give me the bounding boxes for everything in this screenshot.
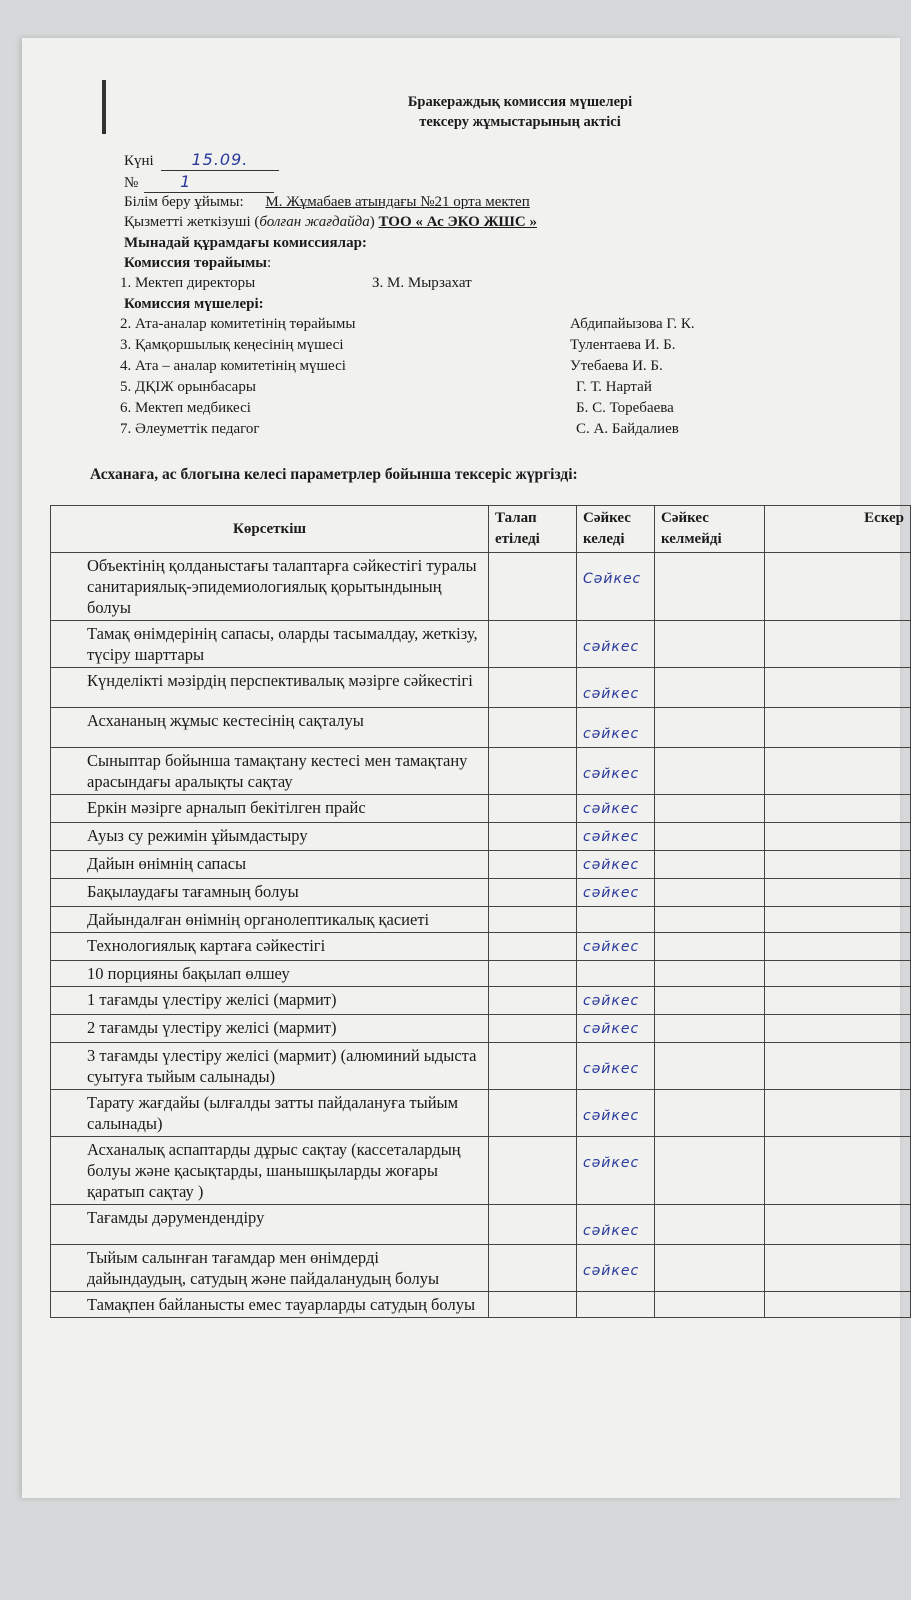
indicator-cell: Күнделікті мәзірдің перспективалық мәзірге сәйкестігі xyxy=(51,668,489,708)
handwritten-mark xyxy=(583,963,648,965)
indicator-cell: Ауыз су режимін ұйымдастыру xyxy=(51,823,489,851)
notes-cell xyxy=(765,1043,911,1090)
date-value: 15.09. xyxy=(191,150,249,169)
member-role: 5. ДҚІЖ орынбасары xyxy=(120,379,256,395)
match-cell xyxy=(577,1090,655,1137)
match-cell xyxy=(577,1043,655,1090)
member-name: Б. С. Торебаева xyxy=(576,400,674,416)
handwritten-mark: сәйкес xyxy=(583,766,640,782)
number-value: 1 xyxy=(180,172,192,191)
table-row xyxy=(51,553,911,621)
col-header-mismatch: Сәйкес келмейді xyxy=(655,506,765,553)
table-row xyxy=(51,1245,911,1292)
provider-label-italic: болған жағдайда xyxy=(259,214,370,230)
provider-row xyxy=(124,214,537,231)
required-cell xyxy=(489,879,577,907)
match-cell xyxy=(577,907,655,933)
notes-cell xyxy=(765,1090,911,1137)
mismatch-cell xyxy=(655,933,765,961)
indicator-cell: Тамақ өнімдерінің сапасы, оларды тасымалдау, жеткізу, түсіру шарттары xyxy=(51,621,489,668)
table-row xyxy=(51,748,911,795)
mismatch-cell xyxy=(655,748,765,795)
handwritten-mark: сәйкес xyxy=(583,801,640,817)
date-label: Күні xyxy=(124,153,154,169)
table-row xyxy=(51,668,911,708)
handwritten-mark: Сәйкес xyxy=(583,571,642,587)
handwritten-mark: сәйкес xyxy=(583,1155,640,1171)
handwritten-mark: сәйкес xyxy=(583,726,640,742)
required-cell xyxy=(489,961,577,987)
notes-cell xyxy=(765,1205,911,1245)
mismatch-cell xyxy=(655,1205,765,1245)
title-line-1: Бракераждық комиссия мүшелері xyxy=(407,94,633,110)
document-title xyxy=(320,92,720,132)
required-cell xyxy=(489,1245,577,1292)
table-row xyxy=(51,1205,911,1245)
number-row xyxy=(124,172,274,193)
required-cell xyxy=(489,933,577,961)
notes-cell xyxy=(765,987,911,1015)
handwritten-mark: сәйкес xyxy=(583,939,640,955)
table-row xyxy=(51,1137,911,1205)
mismatch-cell xyxy=(655,1292,765,1318)
match-cell xyxy=(577,987,655,1015)
member-role: 6. Мектеп медбикесі xyxy=(120,400,251,416)
number-field xyxy=(144,172,274,193)
match-cell xyxy=(577,621,655,668)
mismatch-cell xyxy=(655,795,765,823)
match-cell xyxy=(577,1015,655,1043)
chair-heading: Комиссия төрайымы xyxy=(124,255,268,271)
notes-cell xyxy=(765,1245,911,1292)
composition-heading: Мынадай құрамдағы комиссиялар: xyxy=(124,235,367,251)
notes-cell xyxy=(765,621,911,668)
member-role: 3. Қамқоршылық кеңесінің мүшесі xyxy=(120,337,344,353)
table-row xyxy=(51,795,911,823)
match-cell xyxy=(577,879,655,907)
col-header-match: Сәйкес келеді xyxy=(577,506,655,553)
indicator-cell: Сыныптар бойынша тамақтану кестесі мен тамақтану арасындағы аралықты сақтау xyxy=(51,748,489,795)
number-label: № xyxy=(124,175,139,191)
table-row xyxy=(51,907,911,933)
mismatch-cell xyxy=(655,907,765,933)
inspection-heading: Асханаға, ас блогына келесі параметрлер бойынша тексеріс жүргізді: xyxy=(90,466,578,483)
notes-cell xyxy=(765,907,911,933)
inspection-table xyxy=(50,505,911,1318)
org-label: Білім беру ұйымы: xyxy=(124,194,244,210)
handwritten-mark: сәйкес xyxy=(583,1223,640,1239)
table-row xyxy=(51,987,911,1015)
handwritten-mark: сәйкес xyxy=(583,829,640,845)
member-name: Утебаева И. Б. xyxy=(570,358,663,374)
match-cell xyxy=(577,1292,655,1318)
match-cell xyxy=(577,1245,655,1292)
indicator-cell: Объектінің қолданыстағы талаптарға сәйкестігі туралы санитариялық-эпидемиологиялық қорытындының болуы xyxy=(51,553,489,621)
chair-role: 1. Мектеп директоры xyxy=(120,275,256,291)
member-role: 2. Ата-аналар комитетінің төрайымы xyxy=(120,316,356,332)
member-name: Г. Т. Нартай xyxy=(576,379,652,395)
table-row xyxy=(51,621,911,668)
mismatch-cell xyxy=(655,1137,765,1205)
handwritten-mark: сәйкес xyxy=(583,686,640,702)
handwritten-mark: сәйкес xyxy=(583,885,640,901)
required-cell xyxy=(489,708,577,748)
col-header-indicator: Көрсеткіш xyxy=(51,506,489,553)
col-header-notes: Ескер xyxy=(765,506,911,553)
table-row xyxy=(51,1090,911,1137)
table-header-row xyxy=(51,506,911,553)
org-row xyxy=(124,194,530,211)
chair-heading-row: Комиссия төрайымы: xyxy=(124,255,272,271)
table-row xyxy=(51,708,911,748)
required-cell xyxy=(489,621,577,668)
handwritten-mark xyxy=(583,1294,648,1308)
indicator-cell: Тарату жағдайы (ылғалды затты пайдалануға тыйым салынады) xyxy=(51,1090,489,1137)
match-cell xyxy=(577,1137,655,1205)
notes-cell xyxy=(765,851,911,879)
mismatch-cell xyxy=(655,1090,765,1137)
table-row xyxy=(51,879,911,907)
indicator-cell: Тыйым салынған тағамдар мен өнімдерді дайындаудың, сатудың және пайдаланудың болуы xyxy=(51,1245,489,1292)
members-heading: Комиссия мүшелері: xyxy=(124,296,264,312)
indicator-cell: Асхананың жұмыс кестесінің сақталуы xyxy=(51,708,489,748)
required-cell xyxy=(489,1292,577,1318)
handwritten-mark: сәйкес xyxy=(583,1108,640,1124)
match-cell xyxy=(577,708,655,748)
table-row xyxy=(51,1043,911,1090)
match-cell xyxy=(577,748,655,795)
chair-name: З. М. Мырзахат xyxy=(372,275,472,291)
mismatch-cell xyxy=(655,1043,765,1090)
handwritten-mark: сәйкес xyxy=(583,1263,640,1279)
mismatch-cell xyxy=(655,708,765,748)
indicator-cell: Бақылаудағы тағамның болуы xyxy=(51,879,489,907)
date-row xyxy=(124,150,279,171)
mismatch-cell xyxy=(655,987,765,1015)
margin-mark xyxy=(102,80,106,134)
table-row xyxy=(51,961,911,987)
match-cell xyxy=(577,851,655,879)
match-cell xyxy=(577,961,655,987)
indicator-cell: Технологиялық картаға сәйкестігі xyxy=(51,933,489,961)
notes-cell xyxy=(765,668,911,708)
required-cell xyxy=(489,987,577,1015)
notes-cell xyxy=(765,933,911,961)
required-cell xyxy=(489,1015,577,1043)
required-cell xyxy=(489,1090,577,1137)
title-line-2: тексеру жұмыстарының актісі xyxy=(419,114,621,130)
member-name: С. А. Байдалиев xyxy=(576,421,679,437)
member-name: Тулентаева И. Б. xyxy=(570,337,676,353)
handwritten-mark: сәйкес xyxy=(583,1021,640,1037)
col-header-required: Талап етіледі xyxy=(489,506,577,553)
member-name: Абдипайызова Г. К. xyxy=(570,316,695,332)
notes-cell xyxy=(765,1292,911,1318)
notes-cell xyxy=(765,961,911,987)
member-role: 4. Ата – аналар комитетінің мүшесі xyxy=(120,358,346,374)
mismatch-cell xyxy=(655,823,765,851)
required-cell xyxy=(489,668,577,708)
notes-cell xyxy=(765,795,911,823)
required-cell xyxy=(489,907,577,933)
handwritten-mark: сәйкес xyxy=(583,993,640,1009)
handwritten-mark xyxy=(583,909,648,911)
provider-value: ТОО « Ас ЭКО ЖШС » xyxy=(378,214,537,230)
indicator-cell: Асханалық аспаптарды дұрыс сақтау (кассеталардың болуы және қасықтарды, шанышқыларды жоғары қаратып сақтау ) xyxy=(51,1137,489,1205)
notes-cell xyxy=(765,1015,911,1043)
member-role: 7. Әлеуметтік педагог xyxy=(120,421,260,437)
indicator-cell: 2 тағамды үлестіру желісі (мармит) xyxy=(51,1015,489,1043)
indicator-cell: 10 порцияны бақылап өлшеу xyxy=(51,961,489,987)
required-cell xyxy=(489,1137,577,1205)
handwritten-mark: сәйкес xyxy=(583,1061,640,1077)
mismatch-cell xyxy=(655,553,765,621)
required-cell xyxy=(489,748,577,795)
table-row xyxy=(51,823,911,851)
mismatch-cell xyxy=(655,1245,765,1292)
table-row xyxy=(51,933,911,961)
match-cell xyxy=(577,823,655,851)
required-cell xyxy=(489,823,577,851)
mismatch-cell xyxy=(655,879,765,907)
notes-cell xyxy=(765,748,911,795)
match-cell xyxy=(577,795,655,823)
mismatch-cell xyxy=(655,621,765,668)
match-cell xyxy=(577,668,655,708)
required-cell xyxy=(489,1043,577,1090)
handwritten-mark: сәйкес xyxy=(583,639,640,655)
notes-cell xyxy=(765,879,911,907)
indicator-cell: Дайын өнімнің сапасы xyxy=(51,851,489,879)
table-row xyxy=(51,851,911,879)
handwritten-mark: сәйкес xyxy=(583,857,640,873)
table-row xyxy=(51,1292,911,1318)
provider-label-end: ) xyxy=(369,214,375,230)
notes-cell xyxy=(765,708,911,748)
mismatch-cell xyxy=(655,961,765,987)
notes-cell xyxy=(765,553,911,621)
mismatch-cell xyxy=(655,1015,765,1043)
indicator-cell: 1 тағамды үлестіру желісі (мармит) xyxy=(51,987,489,1015)
table-row xyxy=(51,1015,911,1043)
indicator-cell: Еркін мәзірге арналып бекітілген прайс xyxy=(51,795,489,823)
indicator-cell: Тағамды дәрумендендіру xyxy=(51,1205,489,1245)
mismatch-cell xyxy=(655,851,765,879)
provider-label: Қызметті жеткізуші ( xyxy=(124,214,260,230)
match-cell xyxy=(577,553,655,621)
indicator-cell: 3 тағамды үлестіру желісі (мармит) (алюминий ыдыста суытуға тыйым салынады) xyxy=(51,1043,489,1090)
indicator-cell: Дайындалған өнімнің органолептикалық қасиеті xyxy=(51,907,489,933)
indicator-cell: Тамақпен байланысты емес тауарларды сатудың болуы xyxy=(51,1292,489,1318)
notes-cell xyxy=(765,823,911,851)
required-cell xyxy=(489,1205,577,1245)
required-cell xyxy=(489,851,577,879)
required-cell xyxy=(489,553,577,621)
org-value: М. Жұмабаев атындағы №21 орта мектеп xyxy=(265,194,530,210)
notes-cell xyxy=(765,1137,911,1205)
match-cell xyxy=(577,933,655,961)
date-field xyxy=(161,150,279,171)
match-cell xyxy=(577,1205,655,1245)
required-cell xyxy=(489,795,577,823)
mismatch-cell xyxy=(655,668,765,708)
